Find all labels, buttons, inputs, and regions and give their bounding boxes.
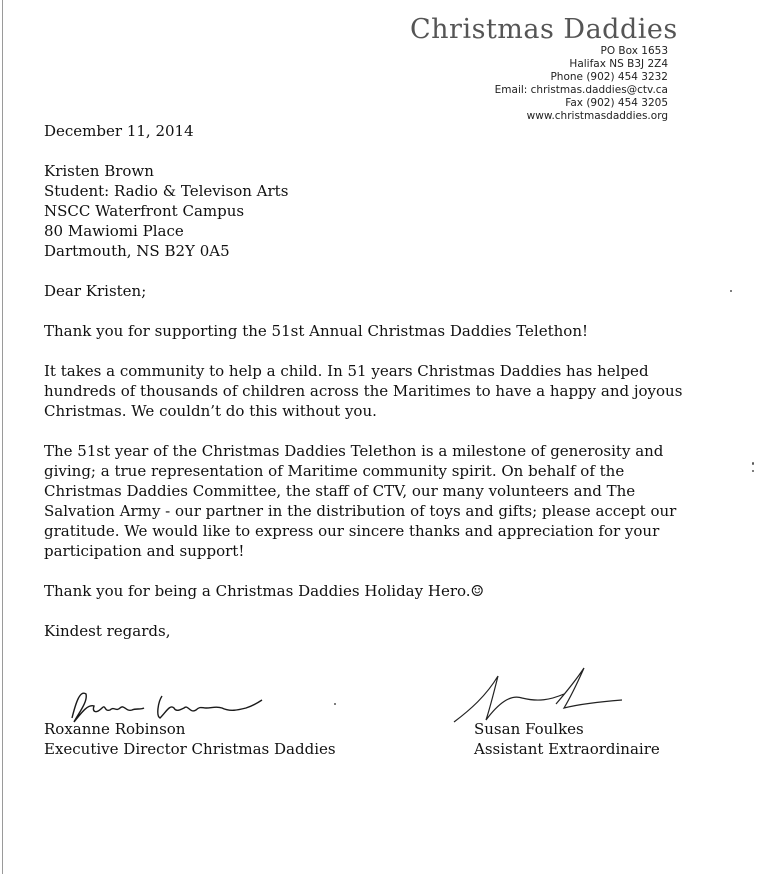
po-box: PO Box 1653 [600, 45, 668, 57]
recipient-program: Student: Radio & Televison Arts [44, 182, 289, 200]
signatory-title-left: Executive Director Christmas Daddies [44, 740, 336, 758]
paragraph: Thank you for supporting the 51st Annual Christmas Daddies Telethon! [44, 322, 589, 340]
letter-date: December 11, 2014 [44, 122, 194, 140]
paragraph: It takes a community to help a child. In 51 years Christmas Daddies has helped hundreds of thousands of children across the Maritimes to have a happy and joyous Christmas. We couldn’t do this without you. [44, 362, 683, 420]
city-postal: Halifax NS B3J 2Z4 [569, 58, 668, 70]
contact-block [495, 45, 668, 123]
signatory-title-right: Assistant Extraordinaire [474, 740, 660, 758]
email-address: Email: christmas.daddies@ctv.ca [494, 84, 668, 96]
signatory-name-right: Susan Foulkes [474, 720, 584, 738]
signatory-name-left: Roxanne Robinson [44, 720, 186, 738]
letter-body [44, 121, 704, 661]
paragraph: Thank you for being a Christmas Daddies Holiday Hero.☺ [44, 582, 484, 600]
recipient-name: Kristen Brown [44, 162, 154, 180]
recipient-campus: NSCC Waterfront Campus [44, 202, 245, 220]
recipient-address [44, 161, 704, 261]
scan-speck [334, 703, 336, 705]
recipient-street: 80 Mawiomi Place [44, 222, 184, 240]
scan-speck [752, 470, 754, 472]
phone-number: Phone (902) 454 3232 [550, 71, 668, 83]
fax-number: Fax (902) 454 3205 [565, 97, 668, 109]
organization-logo: Christmas Daddies [410, 14, 678, 45]
salutation: Dear Kristen; [44, 282, 147, 300]
scan-speck [730, 290, 732, 292]
recipient-city: Dartmouth, NS B2Y 0A5 [44, 242, 230, 260]
closing: Kindest regards, [44, 622, 171, 640]
website: www.christmasdaddies.org [526, 110, 668, 122]
paragraph: The 51st year of the Christmas Daddies Telethon is a milestone of generosity and giving; a true representation of Maritime community spirit. On behalf of the Christmas Daddies Committee, the staff of CTV, our many volunteers and The Salvation Army - our partner in the distribution of toys and gifts; please accept our gratitude. We would like to express our sincere thanks and appreciation for your participation and support! [44, 442, 677, 560]
scan-edge-line [2, 0, 3, 874]
scan-speck [752, 462, 754, 465]
